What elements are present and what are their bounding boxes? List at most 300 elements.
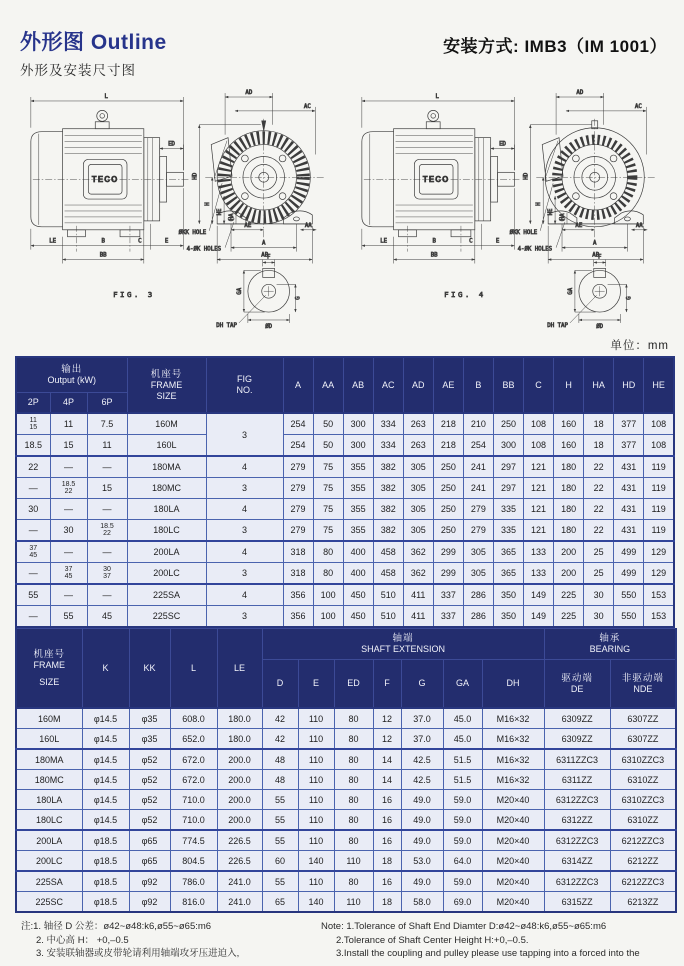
dim-value: 80 bbox=[313, 563, 343, 585]
figure-caption: FIG. 4 bbox=[444, 290, 486, 300]
col-header-2p: 2P bbox=[16, 393, 50, 414]
shaft-value: 110 bbox=[298, 871, 334, 892]
dim-value: 218 bbox=[433, 413, 463, 435]
k-value: φ14.5 bbox=[82, 770, 129, 790]
dim-value: 334 bbox=[373, 435, 403, 457]
kk-value: φ52 bbox=[129, 770, 170, 790]
dim-value: 335 bbox=[493, 499, 523, 520]
dim-value: 550 bbox=[614, 584, 644, 606]
le-value: 200.0 bbox=[217, 810, 262, 831]
dim-value: 25 bbox=[584, 563, 614, 585]
dim-label-h: H bbox=[536, 202, 543, 206]
l-value: 710.0 bbox=[170, 810, 217, 831]
output-2p: — bbox=[16, 606, 50, 628]
dim-value: 254 bbox=[283, 413, 313, 435]
dim-value: 263 bbox=[403, 435, 433, 457]
output-2p: 11 15 bbox=[16, 413, 50, 435]
dim-value: 108 bbox=[524, 435, 554, 457]
dim-label-ac: AC bbox=[303, 103, 311, 110]
dim-value: 241 bbox=[463, 478, 493, 499]
dim-value: 119 bbox=[644, 520, 674, 542]
dim-value: 400 bbox=[343, 541, 373, 563]
dim-value: 305 bbox=[463, 563, 493, 585]
frame-size: 225SA bbox=[16, 871, 82, 892]
dim-value: 100 bbox=[313, 606, 343, 628]
shaft-value: 80 bbox=[334, 749, 373, 770]
dim-value: 299 bbox=[433, 541, 463, 563]
shaft-row-180LA bbox=[16, 790, 676, 810]
output-2p: — bbox=[16, 478, 50, 499]
kk-value: φ52 bbox=[129, 790, 170, 810]
dim-value: 153 bbox=[644, 606, 674, 628]
output-4p: — bbox=[50, 584, 87, 606]
shaft-bearing-table bbox=[15, 628, 677, 913]
dim-value: 160 bbox=[554, 435, 584, 457]
shaft-value: 55 bbox=[262, 830, 298, 851]
frame-size: 160M bbox=[127, 413, 206, 435]
output-4p: — bbox=[50, 499, 87, 520]
shaft-value: 110 bbox=[298, 749, 334, 770]
l-value: 672.0 bbox=[170, 770, 217, 790]
bearing-nde: 6213ZZ bbox=[610, 892, 676, 913]
dim-value: 337 bbox=[433, 584, 463, 606]
k-value: φ14.5 bbox=[82, 708, 129, 729]
shaft-row-225SA bbox=[16, 871, 676, 892]
dim-value: 431 bbox=[614, 499, 644, 520]
dim-value: 286 bbox=[463, 584, 493, 606]
dim-value: 250 bbox=[493, 413, 523, 435]
dim-value: 75 bbox=[313, 456, 343, 478]
shaft-value: 16 bbox=[373, 810, 401, 831]
kk-value: φ52 bbox=[129, 810, 170, 831]
dim-label-kk-hole: ØKK HOLE bbox=[509, 229, 538, 236]
col-header-nde: 非驱动端 NDE bbox=[610, 660, 676, 709]
dim-value: 22 bbox=[584, 499, 614, 520]
key bbox=[594, 268, 606, 277]
col-group-shaft-extension: 轴端 SHAFT EXTENSION bbox=[262, 629, 544, 660]
k-value: φ18.5 bbox=[82, 871, 129, 892]
kk-value: φ65 bbox=[129, 830, 170, 851]
output-6p: — bbox=[87, 499, 127, 520]
shaft-row-180MC bbox=[16, 770, 676, 790]
le-value: 200.0 bbox=[217, 749, 262, 770]
col-header-f: F bbox=[373, 660, 401, 709]
bearing-de: 6312ZZC3 bbox=[544, 790, 610, 810]
dim-label-bb: BB bbox=[430, 252, 438, 259]
col-header-hd: HD bbox=[614, 357, 644, 413]
dim-value: 499 bbox=[614, 563, 644, 585]
eyebolt bbox=[97, 110, 108, 121]
col-header-ga: GA bbox=[443, 660, 482, 709]
key bbox=[263, 268, 275, 277]
dim-value: 133 bbox=[524, 541, 554, 563]
k-value: φ14.5 bbox=[82, 729, 129, 750]
dim-value: 356 bbox=[283, 606, 313, 628]
dim-label-od: ØD bbox=[265, 323, 273, 330]
shaft-value: M16×32 bbox=[482, 708, 544, 729]
dim-label-a: A bbox=[593, 240, 597, 247]
dim-value: 108 bbox=[524, 413, 554, 435]
dim-value: 180 bbox=[554, 456, 584, 478]
dim-value: 334 bbox=[373, 413, 403, 435]
motor-outline-figure bbox=[346, 83, 675, 333]
shaft-value: 110 bbox=[298, 790, 334, 810]
col-header-kk: KK bbox=[129, 629, 170, 709]
col-header-ac: AC bbox=[373, 357, 403, 413]
dim-value: 30 bbox=[584, 584, 614, 606]
shaft-value: 110 bbox=[298, 770, 334, 790]
fig-no: 3 bbox=[206, 520, 283, 542]
shaft-row-200LA bbox=[16, 830, 676, 851]
dim-value: 180 bbox=[554, 520, 584, 542]
shaft-value: 80 bbox=[334, 810, 373, 831]
dim-value: 510 bbox=[373, 584, 403, 606]
shaft-value: 42.5 bbox=[401, 749, 443, 770]
dim-value: 121 bbox=[524, 478, 554, 499]
dim-label-ab: AB bbox=[592, 252, 600, 259]
le-value: 241.0 bbox=[217, 892, 262, 913]
dim-value: 450 bbox=[343, 584, 373, 606]
title-block bbox=[20, 26, 167, 79]
l-value: 786.0 bbox=[170, 871, 217, 892]
fig-no: 4 bbox=[206, 499, 283, 520]
fig-no: 4 bbox=[206, 456, 283, 478]
dim-label-l: L bbox=[435, 94, 439, 101]
shaft-row-225SC bbox=[16, 892, 676, 913]
note-zh-1: 注:1. 轴径 D 公差：ø42~ø48:k6,ø55~ø65:m6 bbox=[21, 921, 212, 932]
dim-value: 335 bbox=[493, 520, 523, 542]
shaft-value: 59.0 bbox=[443, 810, 482, 831]
output-4p: 37 45 bbox=[50, 563, 87, 585]
dim-label-k-holes: 4-ØK HOLES bbox=[517, 246, 553, 253]
dim-value: 350 bbox=[493, 584, 523, 606]
shaft-value: 65 bbox=[262, 892, 298, 913]
dim-label-c: C bbox=[138, 238, 142, 245]
dim-value: 411 bbox=[403, 584, 433, 606]
outline-row-225SA bbox=[16, 584, 674, 606]
shaft-value: 37.0 bbox=[401, 708, 443, 729]
frame-size: 160M bbox=[16, 708, 82, 729]
outline-row-180LC bbox=[16, 520, 674, 542]
frame-size: 225SA bbox=[127, 584, 206, 606]
frame-size: 160L bbox=[127, 435, 206, 457]
dim-value: 149 bbox=[524, 584, 554, 606]
dim-label-ae: AE bbox=[244, 222, 252, 229]
frame-size: 160L bbox=[16, 729, 82, 750]
dim-value: 241 bbox=[463, 456, 493, 478]
shaft-value: M20×40 bbox=[482, 871, 544, 892]
dim-value: 129 bbox=[644, 541, 674, 563]
dim-value: 431 bbox=[614, 456, 644, 478]
col-header-d: D bbox=[262, 660, 298, 709]
output-2p: — bbox=[16, 520, 50, 542]
bearing-de: 6309ZZ bbox=[544, 708, 610, 729]
frame-size: 200LC bbox=[16, 851, 82, 872]
dim-value: 286 bbox=[463, 606, 493, 628]
output-2p: 22 bbox=[16, 456, 50, 478]
unit-label: 单位：mm bbox=[610, 340, 669, 352]
footnotes-zh bbox=[21, 920, 321, 961]
l-value: 652.0 bbox=[170, 729, 217, 750]
outline-row-180LA bbox=[16, 499, 674, 520]
dim-value: 133 bbox=[524, 563, 554, 585]
shaft-table-body bbox=[16, 708, 676, 912]
dim-label-ed: ED bbox=[168, 141, 176, 148]
dim-value: 225 bbox=[554, 606, 584, 628]
dim-value: 279 bbox=[463, 520, 493, 542]
shaft-value: 110 bbox=[334, 892, 373, 913]
l-value: 804.5 bbox=[170, 851, 217, 872]
shaft-value: 12 bbox=[373, 729, 401, 750]
dim-label-g: G bbox=[626, 296, 633, 300]
fig-no: 4 bbox=[206, 541, 283, 563]
dim-value: 300 bbox=[343, 413, 373, 435]
shaft-value: 48 bbox=[262, 749, 298, 770]
l-value: 816.0 bbox=[170, 892, 217, 913]
dim-label-ga: GA bbox=[567, 287, 574, 295]
dim-value: 75 bbox=[313, 499, 343, 520]
footnotes bbox=[21, 920, 671, 961]
l-value: 608.0 bbox=[170, 708, 217, 729]
le-value: 241.0 bbox=[217, 871, 262, 892]
dim-value: 297 bbox=[493, 478, 523, 499]
dim-label-b: B bbox=[432, 238, 436, 245]
shaft-value: M20×40 bbox=[482, 810, 544, 831]
shaft-value: 110 bbox=[298, 708, 334, 729]
dim-value: 160 bbox=[554, 413, 584, 435]
shaft-value: 110 bbox=[298, 729, 334, 750]
dim-label-he: HE bbox=[548, 208, 555, 216]
dim-value: 121 bbox=[524, 456, 554, 478]
dim-value: 250 bbox=[433, 499, 463, 520]
dim-value: 149 bbox=[524, 606, 554, 628]
bearing-nde: 6212ZZC3 bbox=[610, 830, 676, 851]
dim-label-aa: AA bbox=[304, 222, 312, 229]
dim-label-ga: GA bbox=[236, 287, 243, 295]
output-4p: 55 bbox=[50, 606, 87, 628]
output-2p: 30 bbox=[16, 499, 50, 520]
dim-value: 300 bbox=[493, 435, 523, 457]
outline-row-160L bbox=[16, 435, 674, 457]
dim-value: 80 bbox=[313, 541, 343, 563]
motor-outline-figure bbox=[15, 83, 344, 333]
dim-value: 382 bbox=[373, 499, 403, 520]
shaft-value: M16×32 bbox=[482, 729, 544, 750]
note-zh-2: 2. 中心高 H： +0,–0.5 bbox=[36, 934, 129, 946]
output-6p: 15 bbox=[87, 478, 127, 499]
dim-label-f: F bbox=[266, 254, 271, 261]
dim-value: 263 bbox=[403, 413, 433, 435]
dim-label-ab: AB bbox=[261, 252, 269, 259]
col-header-bb: BB bbox=[493, 357, 523, 413]
frame-size: 200LA bbox=[127, 541, 206, 563]
col-header-ha: HA bbox=[584, 357, 614, 413]
bearing-de: 6311ZZ bbox=[544, 770, 610, 790]
le-value: 180.0 bbox=[217, 729, 262, 750]
dim-label-od: ØD bbox=[596, 323, 604, 330]
fig-no: 3 bbox=[206, 563, 283, 585]
teco-logo: TECO bbox=[91, 175, 119, 185]
dim-value: 431 bbox=[614, 478, 644, 499]
bearing-de: 6315ZZ bbox=[544, 892, 610, 913]
dim-value: 377 bbox=[614, 413, 644, 435]
dim-label-bb: BB bbox=[99, 252, 107, 259]
shaft-value: M20×40 bbox=[482, 851, 544, 872]
dim-value: 153 bbox=[644, 584, 674, 606]
dim-value: 355 bbox=[343, 499, 373, 520]
shaft-value: 51.5 bbox=[443, 770, 482, 790]
outline-row-180MC bbox=[16, 478, 674, 499]
col-header-c: C bbox=[524, 357, 554, 413]
page-header bbox=[15, 26, 675, 79]
frame-size: 200LC bbox=[127, 563, 206, 585]
dim-value: 365 bbox=[493, 563, 523, 585]
col-header-output: 输出 Output (kW) bbox=[16, 357, 127, 393]
dim-value: 550 bbox=[614, 606, 644, 628]
outline-row-200LA bbox=[16, 541, 674, 563]
k-value: φ14.5 bbox=[82, 810, 129, 831]
shaft-row-200LC bbox=[16, 851, 676, 872]
dim-value: 119 bbox=[644, 456, 674, 478]
shaft-value: 18 bbox=[373, 851, 401, 872]
frame-size: 180MC bbox=[127, 478, 206, 499]
dim-label-k-holes: 4-ØK HOLES bbox=[186, 246, 222, 253]
dim-value: 75 bbox=[313, 478, 343, 499]
shaft-value: 14 bbox=[373, 749, 401, 770]
frame-size: 225SC bbox=[127, 606, 206, 628]
dim-value: 100 bbox=[313, 584, 343, 606]
mounting-type: 安装方式: IMB3（IM 1001） bbox=[443, 37, 667, 56]
dim-value: 279 bbox=[283, 456, 313, 478]
le-value: 180.0 bbox=[217, 708, 262, 729]
k-value: φ14.5 bbox=[82, 749, 129, 770]
dim-value: 250 bbox=[433, 478, 463, 499]
bearing-nde: 6212ZZC3 bbox=[610, 871, 676, 892]
frame-size: 180LA bbox=[127, 499, 206, 520]
output-6p: — bbox=[87, 584, 127, 606]
frame-size: 180LC bbox=[16, 810, 82, 831]
dim-value: 129 bbox=[644, 563, 674, 585]
dim-value: 121 bbox=[524, 520, 554, 542]
shaft-value: 45.0 bbox=[443, 729, 482, 750]
kk-value: φ92 bbox=[129, 892, 170, 913]
dim-value: 250 bbox=[433, 456, 463, 478]
col-header-4p: 4P bbox=[50, 393, 87, 414]
dim-label-a: A bbox=[262, 240, 266, 247]
dim-value: 180 bbox=[554, 499, 584, 520]
dim-value: 458 bbox=[373, 563, 403, 585]
output-6p: — bbox=[87, 456, 127, 478]
col-header-fig: FIG NO. bbox=[206, 357, 283, 413]
dim-value: 254 bbox=[463, 435, 493, 457]
dim-value: 108 bbox=[644, 413, 674, 435]
k-value: φ14.5 bbox=[82, 790, 129, 810]
dim-label-ae: AE bbox=[575, 222, 583, 229]
col-header-de: 驱动端 DE bbox=[544, 660, 610, 709]
col-header-l: L bbox=[170, 629, 217, 709]
col-header-ae: AE bbox=[433, 357, 463, 413]
dim-value: 365 bbox=[493, 541, 523, 563]
col-header-6p: 6P bbox=[87, 393, 127, 414]
output-6p: 7.5 bbox=[87, 413, 127, 435]
output-2p: 37 45 bbox=[16, 541, 50, 563]
shaft-value: 16 bbox=[373, 830, 401, 851]
dim-value: 22 bbox=[584, 456, 614, 478]
shaft-value: 18 bbox=[373, 892, 401, 913]
l-value: 710.0 bbox=[170, 790, 217, 810]
bearing-de: 6314ZZ bbox=[544, 851, 610, 872]
dim-value: 30 bbox=[584, 606, 614, 628]
le-value: 226.5 bbox=[217, 830, 262, 851]
note-en-1: Note: 1.Tolerance of Shaft End Diamter D:ø42~ø48:k6,ø55~ø65:m6 bbox=[321, 921, 607, 932]
output-4p: — bbox=[50, 541, 87, 563]
dim-value: 210 bbox=[463, 413, 493, 435]
bearing-de: 6312ZZC3 bbox=[544, 830, 610, 851]
dim-value: 377 bbox=[614, 435, 644, 457]
dim-value: 279 bbox=[283, 499, 313, 520]
bearing-de: 6312ZZC3 bbox=[544, 871, 610, 892]
shaft-value: M20×40 bbox=[482, 830, 544, 851]
dim-value: 121 bbox=[524, 499, 554, 520]
shaft-value: M16×32 bbox=[482, 749, 544, 770]
dim-value: 300 bbox=[343, 435, 373, 457]
figure-caption: FIG. 3 bbox=[113, 290, 155, 300]
dim-value: 431 bbox=[614, 520, 644, 542]
dim-value: 50 bbox=[313, 435, 343, 457]
col-header-g: G bbox=[401, 660, 443, 709]
note-en-3: 3.Install the coupling and pulley please use tapping into a forced into the bbox=[336, 948, 640, 959]
shaft-value: 64.0 bbox=[443, 851, 482, 872]
dim-value: 218 bbox=[433, 435, 463, 457]
dim-value: 305 bbox=[463, 541, 493, 563]
dim-value: 250 bbox=[433, 520, 463, 542]
dim-value: 510 bbox=[373, 606, 403, 628]
dim-value: 382 bbox=[373, 520, 403, 542]
le-value: 200.0 bbox=[217, 770, 262, 790]
output-2p: 55 bbox=[16, 584, 50, 606]
dim-label-aa: AA bbox=[635, 222, 643, 229]
footnotes-en bbox=[321, 920, 671, 961]
output-4p: 18.5 22 bbox=[50, 478, 87, 499]
figures-row bbox=[15, 83, 675, 335]
shaft-value: 48 bbox=[262, 770, 298, 790]
col-header-he: HE bbox=[644, 357, 674, 413]
le-value: 226.5 bbox=[217, 851, 262, 872]
bearing-nde: 6307ZZ bbox=[610, 729, 676, 750]
outline-row-225SC bbox=[16, 606, 674, 628]
outline-row-180MA bbox=[16, 456, 674, 478]
shaft-value: 55 bbox=[262, 810, 298, 831]
col-header-frame: 机座号 FRAME SIZE bbox=[127, 357, 206, 413]
dim-label-ad: AD bbox=[245, 90, 253, 97]
dim-value: 400 bbox=[343, 563, 373, 585]
dim-value: 254 bbox=[283, 435, 313, 457]
le-value: 200.0 bbox=[217, 790, 262, 810]
shaft-value: 42.5 bbox=[401, 770, 443, 790]
shaft-value: 49.0 bbox=[401, 830, 443, 851]
dim-value: 355 bbox=[343, 478, 373, 499]
bearing-nde: 6307ZZ bbox=[610, 708, 676, 729]
bearing-de: 6312ZZ bbox=[544, 810, 610, 831]
dim-value: 200 bbox=[554, 541, 584, 563]
dim-value: 362 bbox=[403, 541, 433, 563]
shaft-value: 60 bbox=[262, 851, 298, 872]
dim-value: 382 bbox=[373, 478, 403, 499]
shaft-value: M20×40 bbox=[482, 892, 544, 913]
shaft-value: 59.0 bbox=[443, 790, 482, 810]
shaft-value: M16×32 bbox=[482, 770, 544, 790]
shaft-value: 53.0 bbox=[401, 851, 443, 872]
